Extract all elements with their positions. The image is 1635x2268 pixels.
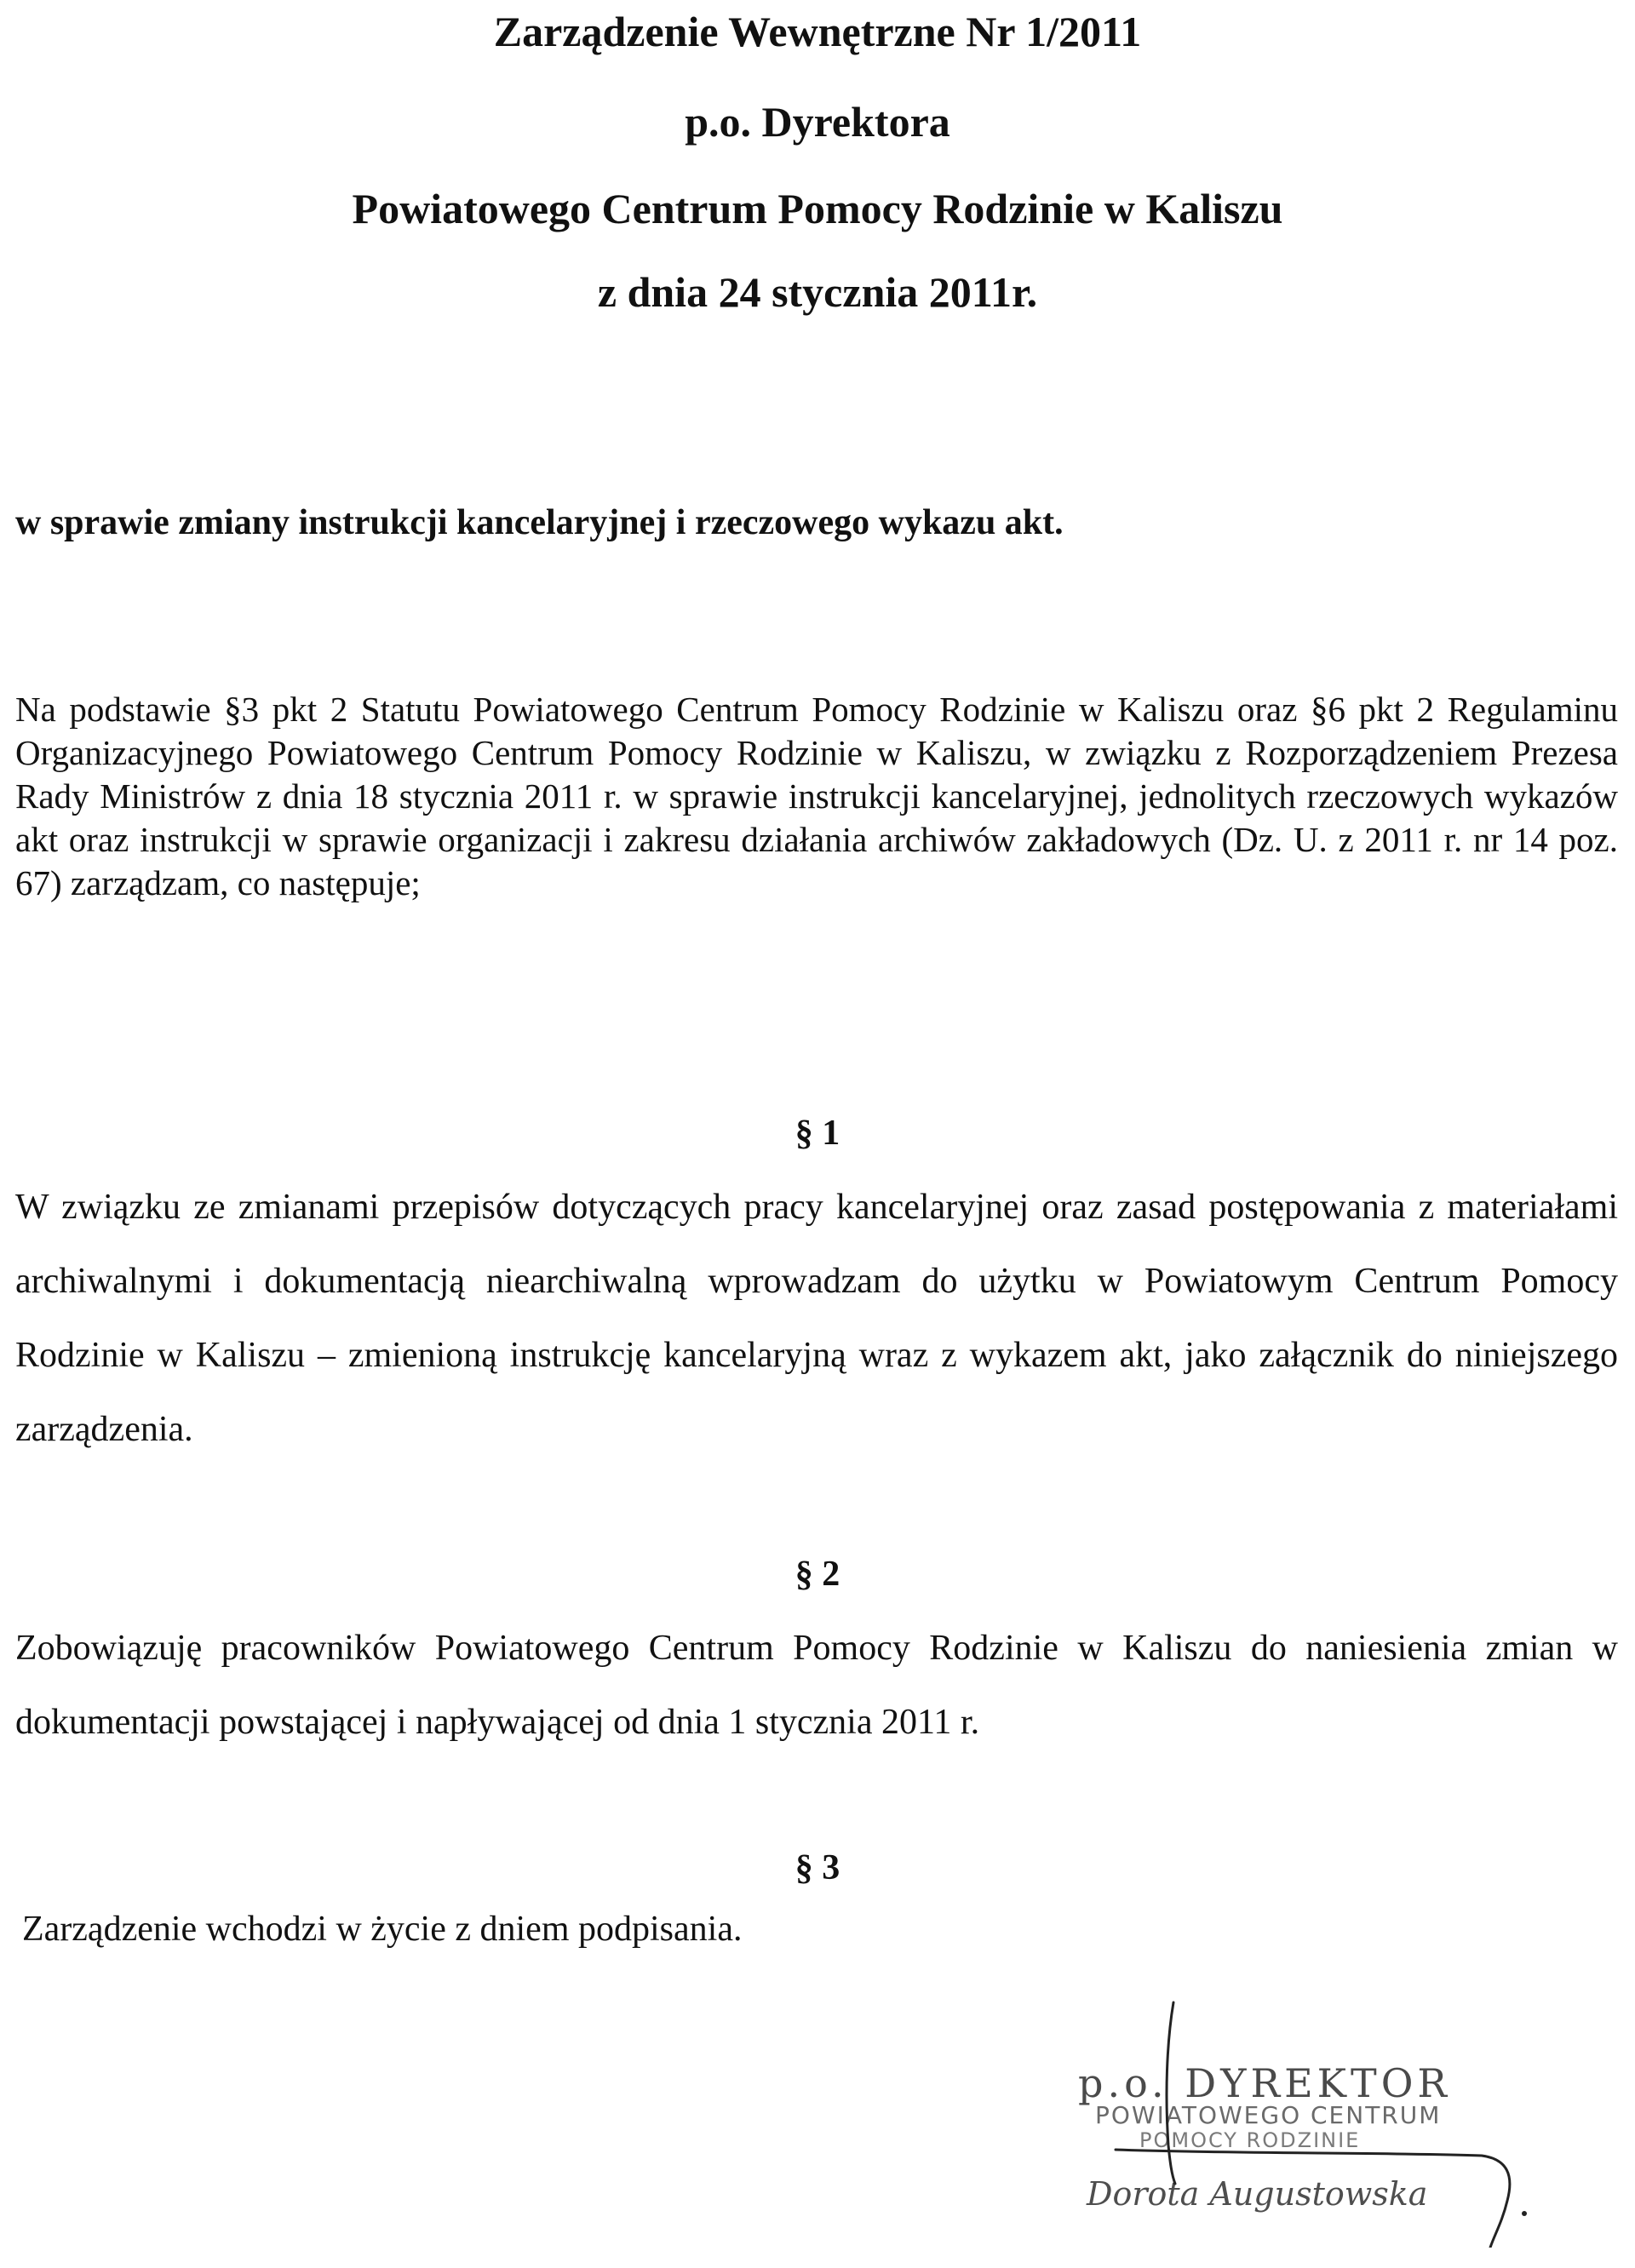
legal-basis-paragraph: Na podstawie §3 pkt 2 Statutu Powiatowego Centrum Pomocy Rodzinie w Kaliszu oraz §6 pkt 2 Regulaminu Organizacyjnego Powiatowego Centrum Pomocy Rodzinie w Kaliszu, w związku z Rozporządzeniem Prezesa Rady Ministrów z dnia 18 stycznia 2011 r. w sprawie instrukcji kancelaryjnej, jednolitych rzeczowych wykazów akt oraz instrukcji w sprawie organizacji i zakresu działania archiwów zakładowych (Dz. U. z 2011 r. nr 14 poz. 67) zarządzam, co następuje; <box>15 690 1618 902</box>
stamp-title: p.o. DYREKTOR <box>1078 2060 1452 2106</box>
section-text-2: Zobowiązuję pracowników Powiatowego Centrum Pomocy Rodzinie w Kaliszu do naniesienia zmian w dokumentacji powstającej i napływającej od dnia 1 stycznia 2011 r. <box>15 1629 1618 1742</box>
section-heading-3: § 3 <box>795 1848 840 1887</box>
document-date: z dnia 24 stycznia 2011r. <box>597 268 1038 316</box>
stamp-institution-line: POWIATOWEGO CENTRUM <box>1095 2101 1442 2129</box>
handwritten-signature <box>1064 1992 1575 2248</box>
section-text-3: Zarządzenie wchodzi w życie z dniem podpisania. <box>22 1910 743 1949</box>
document-subject: w sprawie zmiany instrukcji kancelaryjnej i rzeczowego wykazu akt. <box>15 503 1064 542</box>
stamp-name: Dorota Augustowska <box>1087 2175 1428 2213</box>
section-heading-2: § 2 <box>795 1555 840 1594</box>
document-title: Zarządzenie Wewnętrzne Nr 1/2011 <box>493 8 1142 55</box>
issuer-title: p.o. Dyrektora <box>685 98 950 146</box>
director-stamp <box>1064 1992 1575 2248</box>
stamp-institution-line-2: POMOCY RODZINIE <box>1139 2128 1361 2152</box>
issuer-institution: Powiatowego Centrum Pomocy Rodzinie w Kaliszu <box>352 185 1283 232</box>
section-text-1: W związku ze zmianami przepisów dotyczących pracy kancelaryjnej oraz zasad postępowania z materiałami archiwalnymi i dokumentacją niearchiwalną wprowadzam do użytku w Powiatowym Centrum Pomocy Rodzinie w Kaliszu – zmienioną instrukcję kancelaryjną wraz z wykazem akt, jako załącznik do niniejszego zarządzenia. <box>15 1188 1618 1449</box>
section-heading-1: § 1 <box>795 1114 840 1153</box>
